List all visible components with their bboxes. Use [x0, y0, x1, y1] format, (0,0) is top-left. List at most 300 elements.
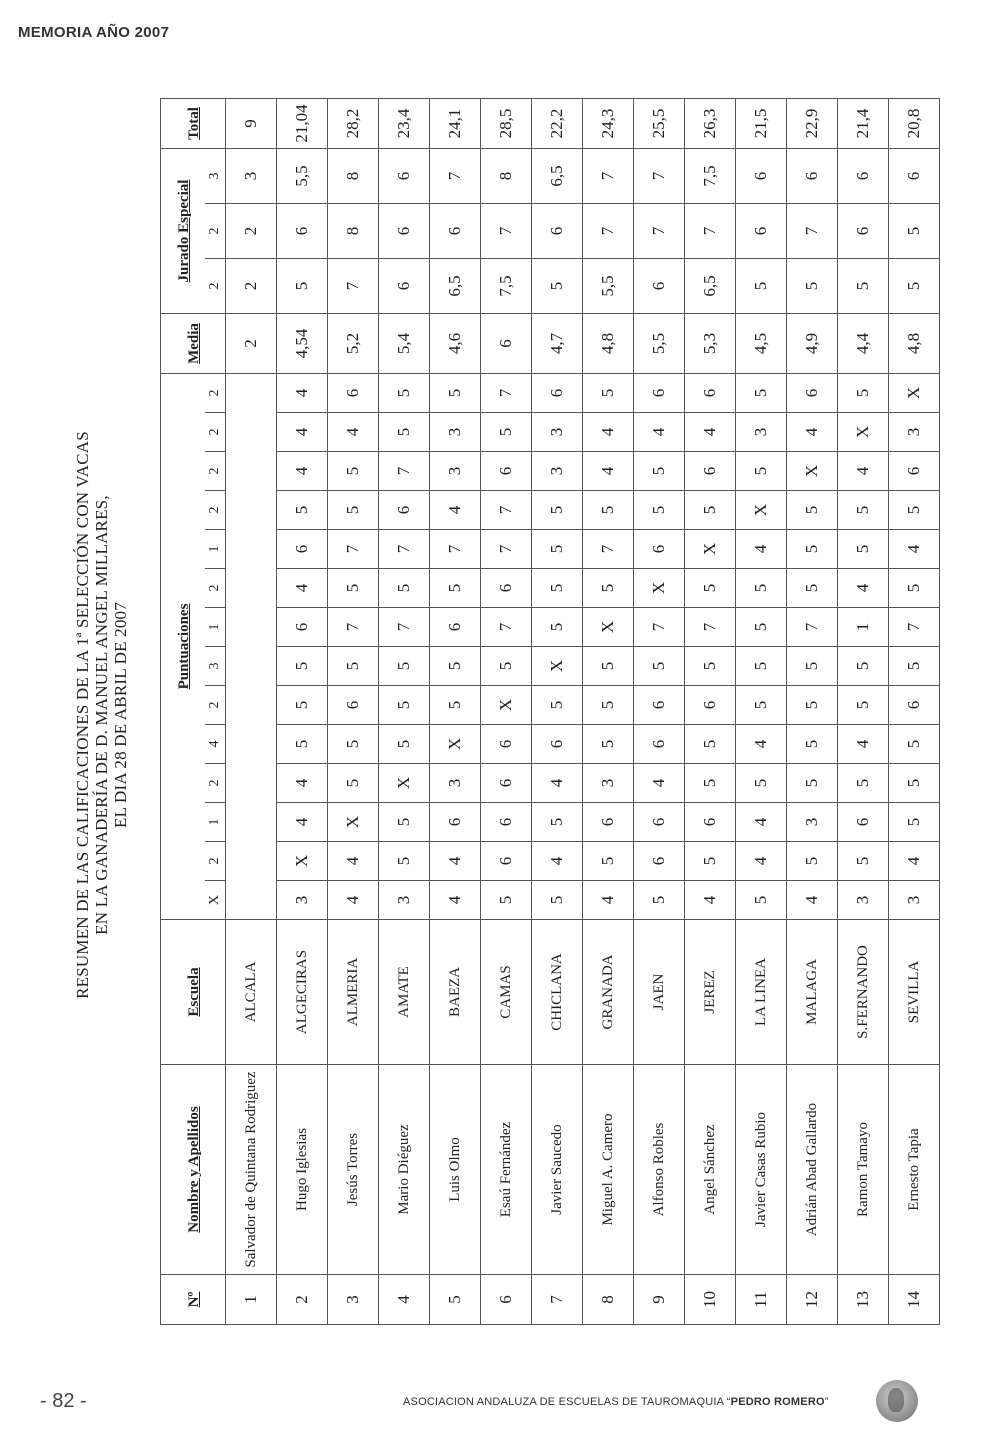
row-jury: 7	[481, 203, 532, 258]
score-subheader: 2	[205, 413, 226, 452]
score-subheader: 2	[205, 764, 226, 803]
row-total: 22,9	[787, 98, 838, 148]
row-score: 7	[328, 530, 379, 569]
row-score: 3	[532, 413, 583, 452]
row-score: 4	[787, 881, 838, 920]
row-school: SEVILLA	[889, 920, 940, 1065]
row-score: 5	[787, 764, 838, 803]
row-score: X	[379, 764, 430, 803]
row-name: Salvador de Quintana Rodriguez	[226, 1065, 277, 1275]
row-school: ALCALA	[226, 920, 277, 1065]
row-score: 5	[379, 686, 430, 725]
row-score: 5	[787, 530, 838, 569]
table-row	[787, 98, 838, 1324]
row-score: 6	[634, 803, 685, 842]
row-score: 6	[787, 373, 838, 412]
title-line-1: RESUMEN DE LAS CALIFICACIONES DE LA 1ª SELECCIÓN CON VACAS	[73, 431, 92, 999]
row-school: JEREZ	[685, 920, 736, 1065]
score-subheader: 2	[205, 452, 226, 491]
row-score: 3	[430, 452, 481, 491]
row-score: 3	[277, 881, 328, 920]
row-score: 3	[583, 764, 634, 803]
row-name: Angel Sánchez	[685, 1065, 736, 1275]
row-jury: 7	[583, 203, 634, 258]
row-score: 6	[481, 842, 532, 881]
row-jury: 5	[838, 258, 889, 313]
row-score: 6	[838, 803, 889, 842]
row-score: 4	[430, 881, 481, 920]
row-score: 3	[532, 452, 583, 491]
row-score: 4	[685, 413, 736, 452]
row-score: X	[532, 647, 583, 686]
row-number: 8	[583, 1275, 634, 1325]
row-score: 4	[685, 881, 736, 920]
row-score: X	[736, 491, 787, 530]
row-score: 4	[277, 373, 328, 412]
row-score: 5	[634, 491, 685, 530]
row-score: 4	[430, 491, 481, 530]
row-score: 5	[532, 608, 583, 647]
row-score: 4	[277, 452, 328, 491]
row-jury: 7,5	[685, 148, 736, 203]
row-mean: 4,7	[532, 313, 583, 373]
row-score: 5	[583, 373, 634, 412]
row-total: 21,04	[277, 98, 328, 148]
row-score: 5	[583, 647, 634, 686]
row-score: 5	[430, 686, 481, 725]
row-name: Alfonso Robles	[634, 1065, 685, 1275]
row-score: 6	[481, 764, 532, 803]
row-mean: 5,2	[328, 313, 379, 373]
row-score: 5	[379, 373, 430, 412]
row-total: 24,1	[430, 98, 481, 148]
row-score: 4	[277, 803, 328, 842]
row-score: 5	[583, 842, 634, 881]
table-row	[685, 98, 736, 1324]
row-score: 5	[583, 686, 634, 725]
row-jury: 7	[787, 203, 838, 258]
row-score: 5	[583, 569, 634, 608]
row-jury: 2	[226, 258, 277, 313]
row-score: 6	[889, 686, 940, 725]
row-score: 6	[379, 491, 430, 530]
row-score: 4	[532, 842, 583, 881]
score-subheader: 2	[205, 491, 226, 530]
row-number: 9	[634, 1275, 685, 1325]
row-jury: 6	[736, 148, 787, 203]
row-score: 7	[379, 530, 430, 569]
row-score: 5	[736, 452, 787, 491]
jury-subheader: 2	[205, 203, 226, 258]
association-logo	[876, 1380, 918, 1422]
row-score: 4	[430, 842, 481, 881]
header-school: Escuela	[161, 920, 226, 1065]
row-jury: 6	[277, 203, 328, 258]
row-score: 4	[889, 530, 940, 569]
row-score: 3	[889, 881, 940, 920]
row-score: 5	[328, 491, 379, 530]
row-score: X	[685, 530, 736, 569]
row-score: 5	[277, 725, 328, 764]
row-score: 5	[532, 491, 583, 530]
row-score: 6	[277, 608, 328, 647]
row-score: 6	[430, 803, 481, 842]
row-score: 6	[634, 725, 685, 764]
row-score: X	[328, 803, 379, 842]
table-row	[277, 98, 328, 1324]
row-score: 7	[889, 608, 940, 647]
row-score: 7	[787, 608, 838, 647]
row-score: 5	[328, 452, 379, 491]
row-score: 5	[889, 764, 940, 803]
row-jury: 6,5	[532, 148, 583, 203]
row-score: 1	[838, 608, 889, 647]
row-score: X	[787, 452, 838, 491]
row-score: 5	[379, 413, 430, 452]
row-score: 4	[838, 569, 889, 608]
row-score: 4	[634, 413, 685, 452]
table-row	[634, 98, 685, 1324]
row-jury: 5	[736, 258, 787, 313]
row-score: 5	[481, 413, 532, 452]
row-number: 6	[481, 1275, 532, 1325]
row-score: 4	[736, 725, 787, 764]
row-score: 5	[838, 842, 889, 881]
page-number: - 82 -	[40, 1390, 87, 1412]
row-score: 6	[634, 373, 685, 412]
row-name: Adrián Abad Gallardo	[787, 1065, 838, 1275]
row-mean: 4,54	[277, 313, 328, 373]
row-score: 4	[328, 842, 379, 881]
row-number: 2	[277, 1275, 328, 1325]
row-score: 5	[634, 452, 685, 491]
row-score: 5	[379, 803, 430, 842]
header-total: Total	[161, 98, 226, 148]
row-score: 4	[277, 413, 328, 452]
row-school: CAMAS	[481, 920, 532, 1065]
row-mean: 4,5	[736, 313, 787, 373]
row-score: 5	[532, 881, 583, 920]
row-score: 5	[736, 647, 787, 686]
score-subheader: 1	[205, 530, 226, 569]
row-score: 5	[379, 725, 430, 764]
title-line-2: EN LA GANADERÍA DE D. MANUEL ANGEL MILLARES,	[92, 495, 111, 935]
score-subheader: 2	[205, 686, 226, 725]
score-subheader: 2	[205, 842, 226, 881]
page-header: MEMORIA AÑO 2007	[18, 24, 170, 41]
score-subheader: 2	[205, 373, 226, 412]
row-score: 6	[634, 530, 685, 569]
row-score: 6	[481, 803, 532, 842]
header-n: Nº	[161, 1275, 226, 1325]
row-score: 5	[838, 686, 889, 725]
row-score: 6	[685, 452, 736, 491]
row-score: 4	[787, 413, 838, 452]
row-number: 13	[838, 1275, 889, 1325]
row-school: ALGECIRAS	[277, 920, 328, 1065]
row-mean: 2	[226, 313, 277, 373]
jury-subheader: 2	[205, 258, 226, 313]
row-score: 5	[430, 373, 481, 412]
row-name: Ramon Tamayo	[838, 1065, 889, 1275]
row-scores-empty	[226, 373, 277, 919]
title-line-3: EL DIA 28 DE ABRIL DE 2007	[111, 602, 130, 828]
header-scores: Puntuaciones	[161, 373, 206, 919]
row-score: 3	[787, 803, 838, 842]
row-jury: 5	[532, 258, 583, 313]
score-subheader: 1	[205, 803, 226, 842]
row-mean: 5,4	[379, 313, 430, 373]
row-score: 4	[532, 764, 583, 803]
table-row	[889, 98, 940, 1324]
row-score: 5	[838, 647, 889, 686]
row-score: 5	[736, 764, 787, 803]
row-total: 9	[226, 98, 277, 148]
row-school: MALAGA	[787, 920, 838, 1065]
row-score: 7	[583, 530, 634, 569]
row-total: 21,4	[838, 98, 889, 148]
row-score: 7	[379, 452, 430, 491]
row-score: 5	[379, 647, 430, 686]
row-score: X	[481, 686, 532, 725]
row-name: Jesús Torres	[328, 1065, 379, 1275]
row-score: X	[277, 842, 328, 881]
row-score: 5	[481, 881, 532, 920]
row-score: 5	[634, 647, 685, 686]
row-score: 7	[481, 608, 532, 647]
row-score: 6	[583, 803, 634, 842]
row-score: 4	[838, 725, 889, 764]
row-jury: 6	[532, 203, 583, 258]
row-jury: 6	[787, 148, 838, 203]
row-jury: 8	[328, 203, 379, 258]
row-score: X	[583, 608, 634, 647]
row-school: LA LINEA	[736, 920, 787, 1065]
row-score: 3	[736, 413, 787, 452]
row-score: 7	[379, 608, 430, 647]
row-score: 4	[277, 569, 328, 608]
row-score: 5	[430, 647, 481, 686]
row-score: 5	[685, 764, 736, 803]
row-mean: 5,5	[634, 313, 685, 373]
row-total: 24,3	[583, 98, 634, 148]
table-row	[379, 98, 430, 1324]
row-score: 3	[889, 413, 940, 452]
row-number: 4	[379, 1275, 430, 1325]
row-score: 5	[787, 842, 838, 881]
row-jury: 6	[634, 258, 685, 313]
row-number: 7	[532, 1275, 583, 1325]
row-score: 5	[481, 647, 532, 686]
row-jury: 5	[889, 203, 940, 258]
row-score: 5	[889, 725, 940, 764]
row-score: 5	[685, 842, 736, 881]
row-school: BAEZA	[430, 920, 481, 1065]
row-score: 5	[736, 373, 787, 412]
row-school: ALMERIA	[328, 920, 379, 1065]
row-score: 4	[736, 530, 787, 569]
row-jury: 5,5	[277, 148, 328, 203]
row-score: 5	[787, 686, 838, 725]
row-jury: 8	[481, 148, 532, 203]
row-jury: 7,5	[481, 258, 532, 313]
row-jury: 6	[838, 148, 889, 203]
row-mean: 5,3	[685, 313, 736, 373]
row-name: Luis Olmo	[430, 1065, 481, 1275]
row-score: 5	[532, 686, 583, 725]
row-total: 21,5	[736, 98, 787, 148]
row-score: 5	[838, 373, 889, 412]
row-score: 7	[328, 608, 379, 647]
row-score: 4	[889, 842, 940, 881]
row-name: Mario Diéguez	[379, 1065, 430, 1275]
row-score: 6	[481, 452, 532, 491]
row-score: 4	[277, 764, 328, 803]
row-score: 4	[634, 764, 685, 803]
table-row	[430, 98, 481, 1324]
row-score: 5	[736, 569, 787, 608]
row-score: 6	[685, 373, 736, 412]
row-score: 5	[889, 569, 940, 608]
row-score: 6	[328, 686, 379, 725]
row-name: Miguel A. Camero	[583, 1065, 634, 1275]
row-jury: 6	[889, 148, 940, 203]
row-score: 6	[481, 725, 532, 764]
header-jury: Jurado Especial	[161, 148, 206, 313]
table-row	[532, 98, 583, 1324]
row-score: 5	[685, 491, 736, 530]
row-name: Javier Saucedo	[532, 1065, 583, 1275]
row-score: 5	[787, 569, 838, 608]
row-score: 5	[787, 491, 838, 530]
row-school: AMATE	[379, 920, 430, 1065]
row-score: 6	[532, 373, 583, 412]
row-score: X	[430, 725, 481, 764]
row-score: 5	[787, 725, 838, 764]
row-mean: 4,4	[838, 313, 889, 373]
row-score: 7	[481, 373, 532, 412]
row-score: 5	[379, 842, 430, 881]
row-jury: 5	[787, 258, 838, 313]
row-jury: 7	[634, 203, 685, 258]
table-title	[73, 95, 130, 1335]
row-number: 3	[328, 1275, 379, 1325]
row-school: JAEN	[634, 920, 685, 1065]
row-score: 6	[277, 530, 328, 569]
row-jury: 7	[328, 258, 379, 313]
row-jury: 6	[379, 258, 430, 313]
row-score: 4	[583, 413, 634, 452]
row-number: 10	[685, 1275, 736, 1325]
row-jury: 6	[379, 148, 430, 203]
row-name: Hugo Iglesias	[277, 1065, 328, 1275]
row-total: 20,8	[889, 98, 940, 148]
row-score: 5	[736, 881, 787, 920]
row-name: Esaú Fernández	[481, 1065, 532, 1275]
row-score: 5	[328, 647, 379, 686]
row-score: 6	[685, 803, 736, 842]
row-score: 4	[328, 881, 379, 920]
header-mean: Media	[161, 313, 226, 373]
row-school: GRANADA	[583, 920, 634, 1065]
row-jury: 6	[838, 203, 889, 258]
row-score: 5	[583, 725, 634, 764]
table-row	[838, 98, 889, 1324]
row-number: 11	[736, 1275, 787, 1325]
table-row	[226, 98, 277, 1324]
row-school: S.FERNANDO	[838, 920, 889, 1065]
row-score: 3	[838, 881, 889, 920]
row-score: 5	[532, 569, 583, 608]
row-jury: 5	[889, 258, 940, 313]
table-row	[328, 98, 379, 1324]
row-jury: 6	[736, 203, 787, 258]
row-jury: 7	[430, 148, 481, 203]
row-score: 5	[277, 491, 328, 530]
row-score: 5	[889, 491, 940, 530]
row-score: 5	[787, 647, 838, 686]
row-total: 23,4	[379, 98, 430, 148]
row-score: 4	[838, 452, 889, 491]
row-score: X	[889, 373, 940, 412]
row-number: 1	[226, 1275, 277, 1325]
row-score: 7	[430, 530, 481, 569]
row-score: 5	[277, 686, 328, 725]
row-score: 6	[430, 608, 481, 647]
row-score: 4	[583, 452, 634, 491]
row-jury: 5,5	[583, 258, 634, 313]
footer-text: ASOCIACION ANDALUZA DE ESCUELAS DE TAUROMAQUIA “PEDRO ROMERO”	[403, 1396, 829, 1408]
row-score: 5	[532, 803, 583, 842]
row-score: 4	[328, 413, 379, 452]
row-number: 14	[889, 1275, 940, 1325]
row-mean: 4,8	[583, 313, 634, 373]
row-score: 4	[583, 881, 634, 920]
row-score: 5	[328, 725, 379, 764]
score-subheader: 2	[205, 569, 226, 608]
row-jury: 6	[430, 203, 481, 258]
row-score: 5	[685, 647, 736, 686]
row-number: 12	[787, 1275, 838, 1325]
row-jury: 6,5	[685, 258, 736, 313]
row-score: 5	[379, 569, 430, 608]
row-score: 6	[685, 686, 736, 725]
row-score: 6	[634, 686, 685, 725]
row-jury: 5	[277, 258, 328, 313]
row-name: Ernesto Tapia	[889, 1065, 940, 1275]
row-jury: 7	[634, 148, 685, 203]
row-score: 5	[838, 764, 889, 803]
row-score: 5	[328, 764, 379, 803]
row-jury: 6	[379, 203, 430, 258]
row-jury: 2	[226, 203, 277, 258]
row-total: 26,3	[685, 98, 736, 148]
row-score: 5	[430, 569, 481, 608]
row-mean: 4,8	[889, 313, 940, 373]
row-mean: 4,9	[787, 313, 838, 373]
row-score: 5	[583, 491, 634, 530]
row-score: 5	[634, 881, 685, 920]
row-total: 25,5	[634, 98, 685, 148]
row-score: 5	[889, 803, 940, 842]
row-score: 5	[328, 569, 379, 608]
row-score: 5	[838, 530, 889, 569]
score-subheader: 3	[205, 647, 226, 686]
row-score: 5	[685, 725, 736, 764]
row-number: 5	[430, 1275, 481, 1325]
row-jury: 3	[226, 148, 277, 203]
row-mean: 6	[481, 313, 532, 373]
